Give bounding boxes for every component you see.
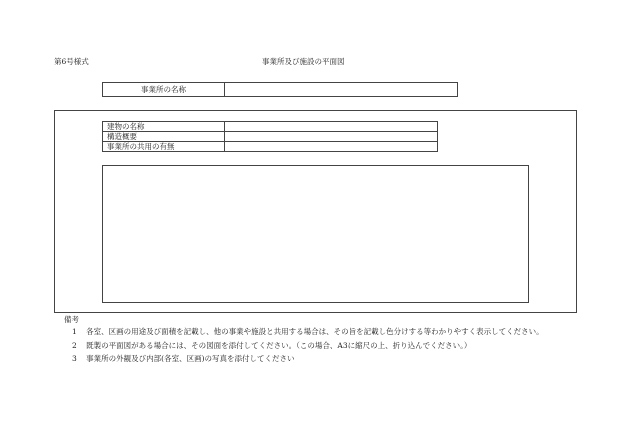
floor-plan-area[interactable] xyxy=(102,165,529,303)
office-name-label: 事業所の名称 xyxy=(103,83,225,97)
note-text: 既製の平面図がある場合には、その図面を添付してください。（この場合、A3に縮尺の上、折り込んでください。） xyxy=(86,341,472,350)
structure-field[interactable] xyxy=(225,132,438,142)
notes-heading: 備考 xyxy=(64,315,79,324)
building-name-field[interactable] xyxy=(225,122,438,132)
note-number: 2 xyxy=(72,341,77,350)
shared-use-field[interactable] xyxy=(225,142,438,152)
note-item xyxy=(72,341,471,351)
note-item xyxy=(72,354,295,364)
note-text: 各室、区画の用途及び面積を記載し、他の事業や施設と共用する場合は、その旨を記載し色分けする等わかりやすく表示してください。 xyxy=(86,327,544,336)
shared-use-label: 事業所の共用の有無 xyxy=(103,142,225,152)
office-name-field[interactable] xyxy=(225,83,458,97)
table-row xyxy=(103,122,438,132)
note-item xyxy=(72,327,544,337)
note-number: 1 xyxy=(72,327,77,336)
building-name-label: 建物の名称 xyxy=(103,122,225,132)
structure-label: 構造概要 xyxy=(103,132,225,142)
table-row xyxy=(103,132,438,142)
table-row xyxy=(103,142,438,152)
building-info-table xyxy=(102,121,438,152)
note-number: 3 xyxy=(72,354,77,363)
office-name-table xyxy=(102,82,458,97)
form-number: 第6号様式 xyxy=(54,57,89,66)
page-title: 事業所及び施設の平面図 xyxy=(262,57,345,66)
note-text: 事業所の外観及び内部(各室、区画)の写真を添付してください xyxy=(86,354,295,363)
